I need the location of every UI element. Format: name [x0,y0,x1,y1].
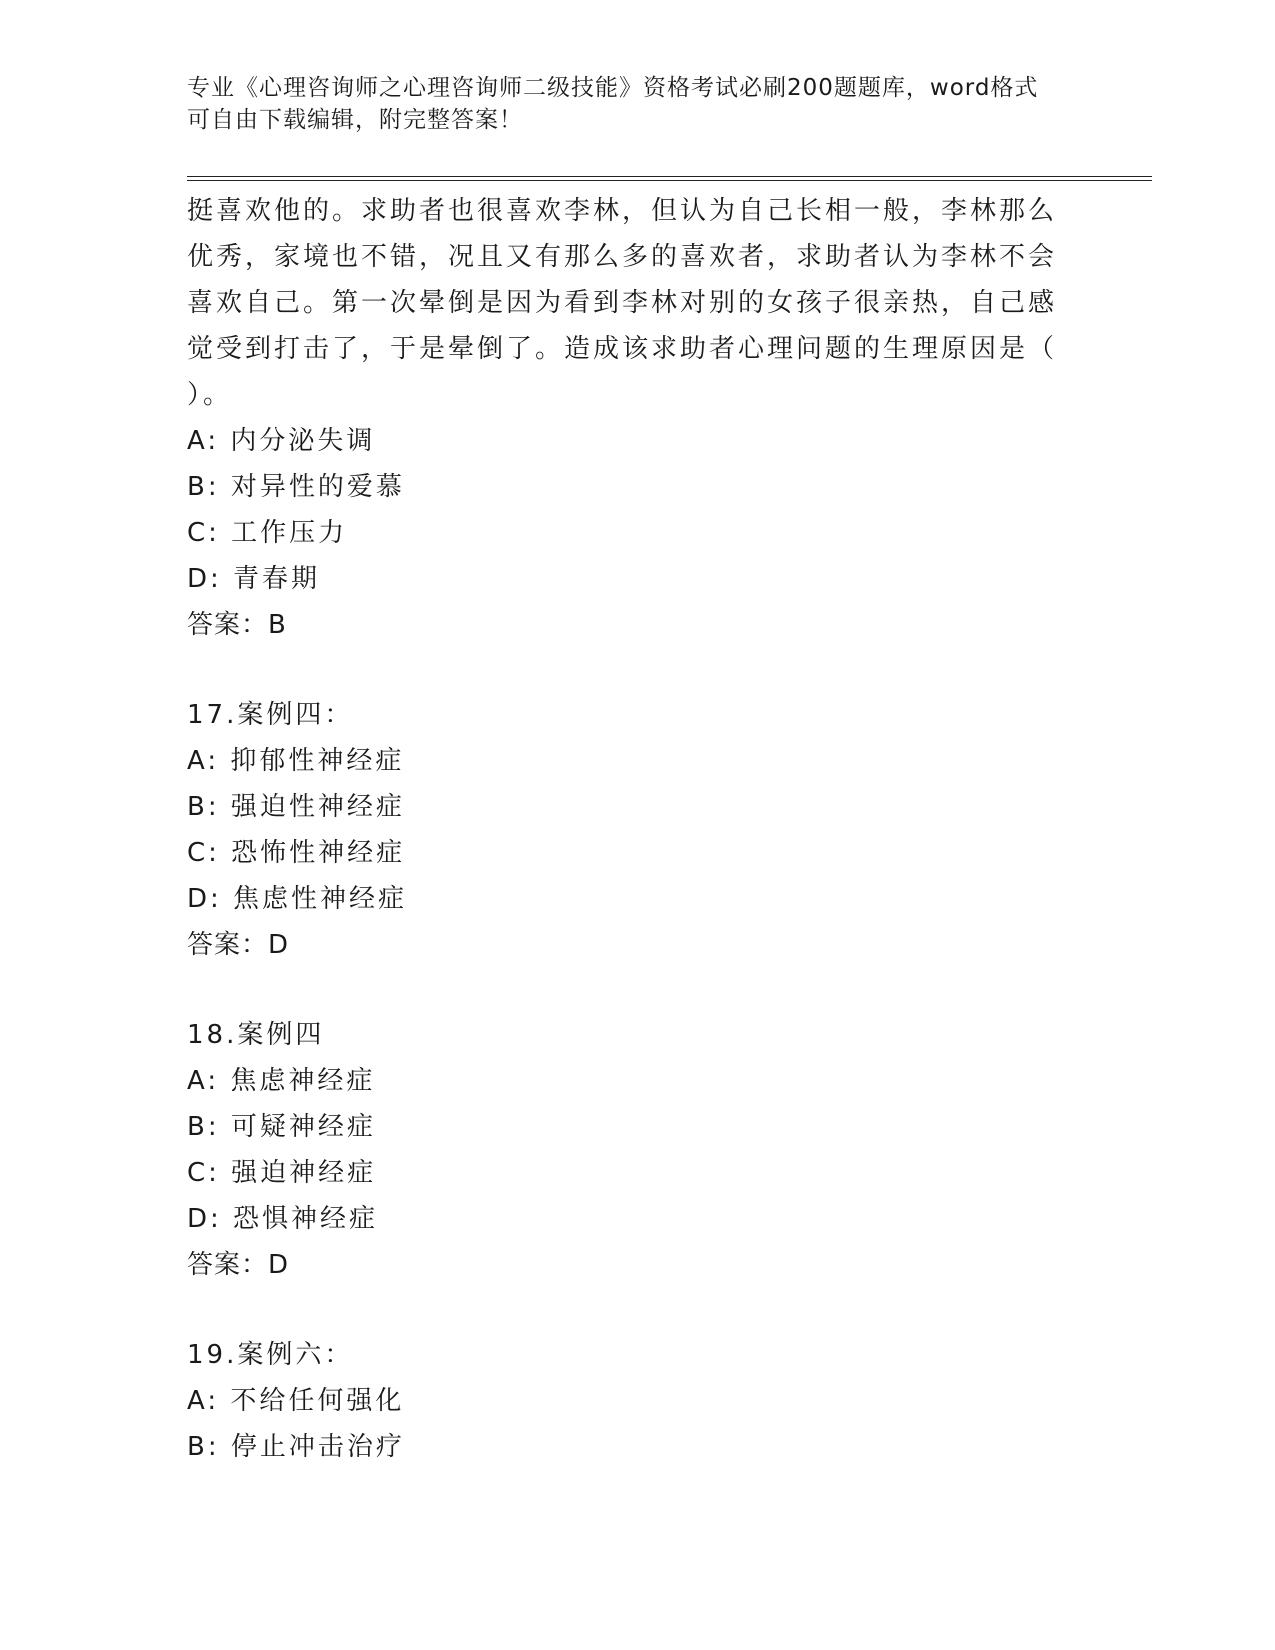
answer-line: 答案：D [187,1250,290,1280]
question-stem-line: 觉受到打击了，于是晕倒了。造成该求助者心理问题的生理原因是（ [187,334,1058,364]
option-a: A: 焦虑神经症 [187,1066,376,1096]
option-a: A: 抑郁性神经症 [187,746,405,776]
answer-line: 答案：D [187,930,290,960]
option-b: B: 对异性的爱慕 [187,472,405,502]
question-stem-line: 优秀，家境也不错，况且又有那么多的喜欢者，求助者认为李林不会 [187,242,1058,272]
spacer [187,648,1067,692]
option-c: C: 工作压力 [187,518,348,548]
option-b: B: 停止冲击治疗 [187,1432,405,1462]
option-c: C: 强迫神经症 [187,1158,377,1188]
option-d: D: 青春期 [187,564,321,594]
question-19 [187,1332,1067,1470]
question-stem-line: 喜欢自己。第一次晕倒是因为看到李林对别的女孩子很亲热，自己感 [187,288,1058,318]
question-17 [187,692,1067,968]
question-18 [187,1012,1067,1288]
question-stem-line: ）。 [187,380,233,410]
option-c: C: 恐怖性神经症 [187,838,406,868]
option-b: B: 可疑神经症 [187,1112,376,1142]
question-title: 17.案例四： [187,700,354,730]
header-line-1: 专业《心理咨询师之心理咨询师二级技能》资格考试必刷200题题库，word格式 [187,75,1039,101]
header-double-rule [187,176,1152,181]
option-b: B: 强迫性神经症 [187,792,405,822]
spacer [187,1288,1067,1332]
question-title: 19.案例六： [187,1340,354,1370]
spacer [187,968,1067,1012]
page-header [187,72,1067,136]
question-title: 18.案例四 [187,1020,325,1050]
option-d: D: 恐惧神经症 [187,1204,379,1234]
option-a: A: 内分泌失调 [187,426,376,456]
question-content [187,188,1067,1470]
answer-line: 答案：B [187,610,287,640]
question-16 [187,188,1067,648]
header-line-2: 可自由下载编辑，附完整答案！ [187,107,523,133]
option-a: A: 不给任何强化 [187,1386,405,1416]
question-stem-line: 挺喜欢他的。求助者也很喜欢李林，但认为自己长相一般，李林那么 [187,196,1058,226]
option-d: D: 焦虑性神经症 [187,884,408,914]
